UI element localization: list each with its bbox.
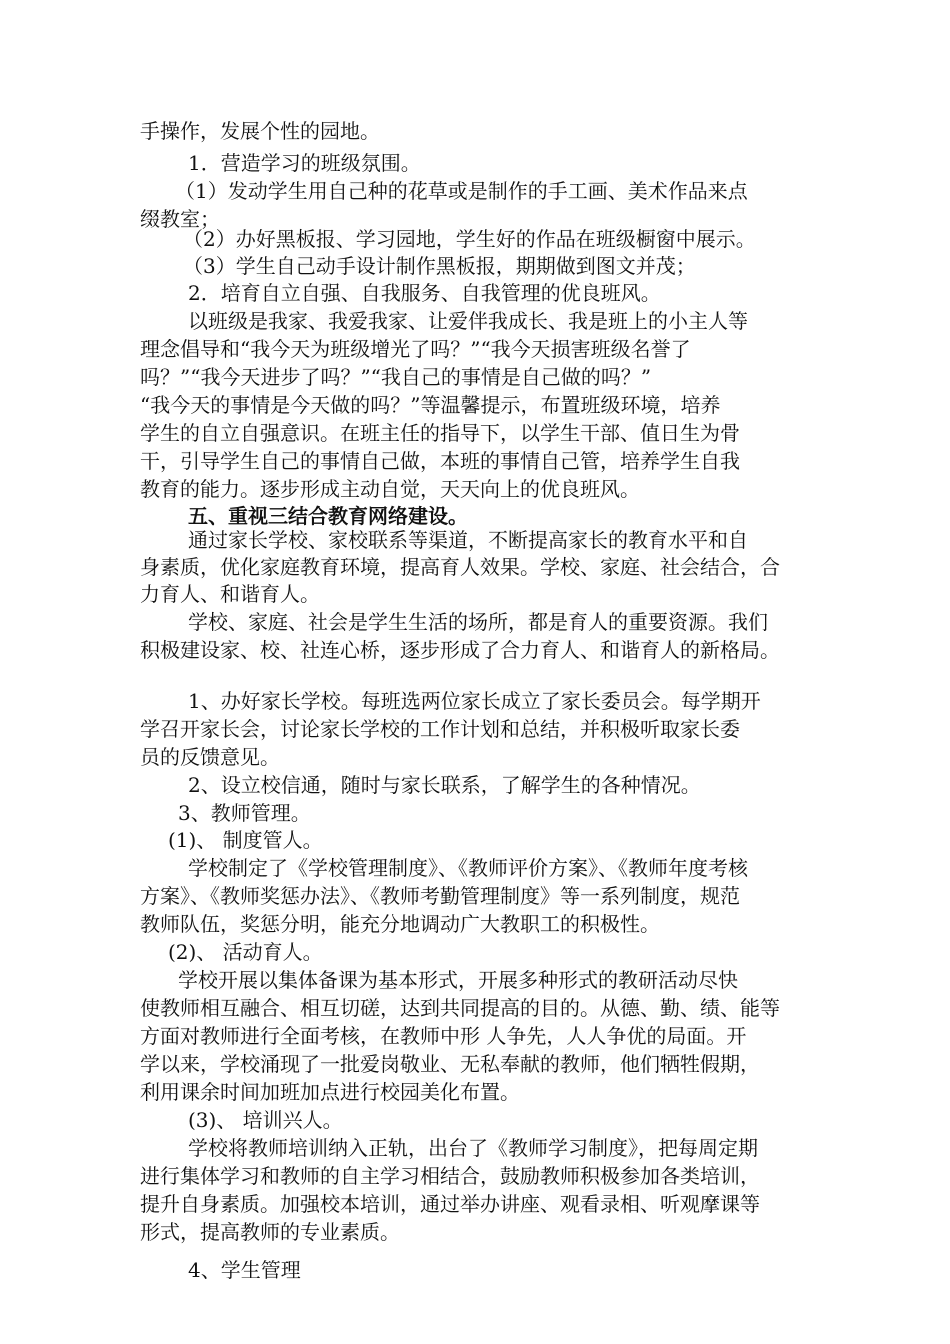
text-line: (1)、 制度管人。 bbox=[168, 828, 323, 852]
text-line: 1、办好家长学校。每班选两位家长成立了家长委员会。每学期开 bbox=[188, 689, 761, 713]
text-line: 提升自身素质。加强校本培训，通过举办讲座、观看录相、听观摩课等 bbox=[140, 1192, 760, 1216]
text-line: 积极建设家、校、社连心桥，逐步形成了合力育人、和谐育人的新格局。 bbox=[140, 638, 780, 662]
text-line: 使教师相互融合、相互切磋，达到共同提高的目的。从德、勤、绩、能等 bbox=[140, 996, 780, 1020]
text-line: 学校开展以集体备课为基本形式，开展多种形式的教研活动尽快 bbox=[178, 968, 738, 992]
text-line: 教育的能力。逐步形成主动自觉，天天向上的优良班风。 bbox=[140, 477, 640, 501]
text-line: 干，引导学生自己的事情自己做，本班的事情自己管，培养学生自我 bbox=[140, 449, 740, 473]
text-line: 力育人、和谐育人。 bbox=[140, 582, 320, 606]
text-line: （1）发动学生用自己种的花草或是制作的手工画、美术作品来点 bbox=[175, 179, 748, 203]
text-line: 手操作，发展个性的园地。 bbox=[140, 119, 380, 143]
text-line: 学校、家庭、社会是学生生活的场所，都是育人的重要资源。我们 bbox=[188, 610, 768, 634]
text-line: （2）办好黑板报、学习园地，学生好的作品在班级橱窗中展示。 bbox=[183, 227, 756, 251]
text-line: 利用课余时间加班加点进行校园美化布置。 bbox=[140, 1080, 520, 1104]
text-line: 方案》、《教师奖惩办法》、《教师考勤管理制度》等一系列制度，规范 bbox=[140, 884, 740, 908]
text-line: 身素质，优化家庭教育环境，提高育人效果。学校、家庭、社会结合，合 bbox=[140, 555, 780, 579]
text-line: (2)、 活动育人。 bbox=[168, 940, 323, 964]
text-line: 方面对教师进行全面考核，在教师中形 人争先，人人争优的局面。开 bbox=[140, 1024, 747, 1048]
text-line: 进行集体学习和教师的自主学习相结合，鼓励教师积极参加各类培训， bbox=[140, 1164, 760, 1188]
text-line: “我今天的事情是今天做的吗？”等温馨提示，布置班级环境，培养 bbox=[140, 393, 721, 417]
text-line: 1．营造学习的班级氛围。 bbox=[188, 151, 421, 175]
text-line: (3)、 培训兴人。 bbox=[188, 1108, 343, 1132]
text-line: 理念倡导和“我今天为班级增光了吗？”“我今天损害班级名誉了 bbox=[140, 337, 691, 361]
text-line: 2．培育自立自强、自我服务、自我管理的优良班风。 bbox=[188, 281, 661, 305]
text-line: 缀教室； bbox=[140, 207, 220, 231]
text-line: 教师队伍，奖惩分明，能充分地调动广大教职工的积极性。 bbox=[140, 912, 660, 936]
text-line: 4、学生管理 bbox=[188, 1258, 301, 1282]
section-heading: 五、重视三结合教育网络建设。 bbox=[188, 504, 468, 528]
text-line: 学召开家长会，讨论家长学校的工作计划和总结，并积极听取家长委 bbox=[140, 717, 740, 741]
text-line: 学校制定了《学校管理制度》、《教师评价方案》、《教师年度考核 bbox=[188, 856, 748, 880]
text-line: 通过家长学校、家校联系等渠道，不断提高家长的教育水平和自 bbox=[188, 528, 748, 552]
text-line: 以班级是我家、我爱我家、让爱伴我成长、我是班上的小主人等 bbox=[188, 309, 748, 333]
text-line: 2、设立校信通，随时与家长联系，了解学生的各种情况。 bbox=[188, 773, 701, 797]
text-line: 吗？”“我今天进步了吗？”“我自己的事情是自己做的吗？” bbox=[140, 365, 652, 389]
text-line: 3、教师管理。 bbox=[178, 801, 311, 825]
text-line: 学校将教师培训纳入正轨，出台了《教师学习制度》，把每周定期 bbox=[188, 1136, 758, 1160]
text-line: 员的反馈意见。 bbox=[140, 745, 280, 769]
text-line: 学生的自立自强意识。在班主任的指导下，以学生干部、值日生为骨 bbox=[140, 421, 740, 445]
text-line: （3）学生自己动手设计制作黑板报，期期做到图文并茂； bbox=[183, 254, 696, 278]
text-line: 形式，提高教师的专业素质。 bbox=[140, 1220, 400, 1244]
text-line: 学以来，学校涌现了一批爱岗敬业、无私奉献的教师，他们牺牲假期， bbox=[140, 1052, 760, 1076]
